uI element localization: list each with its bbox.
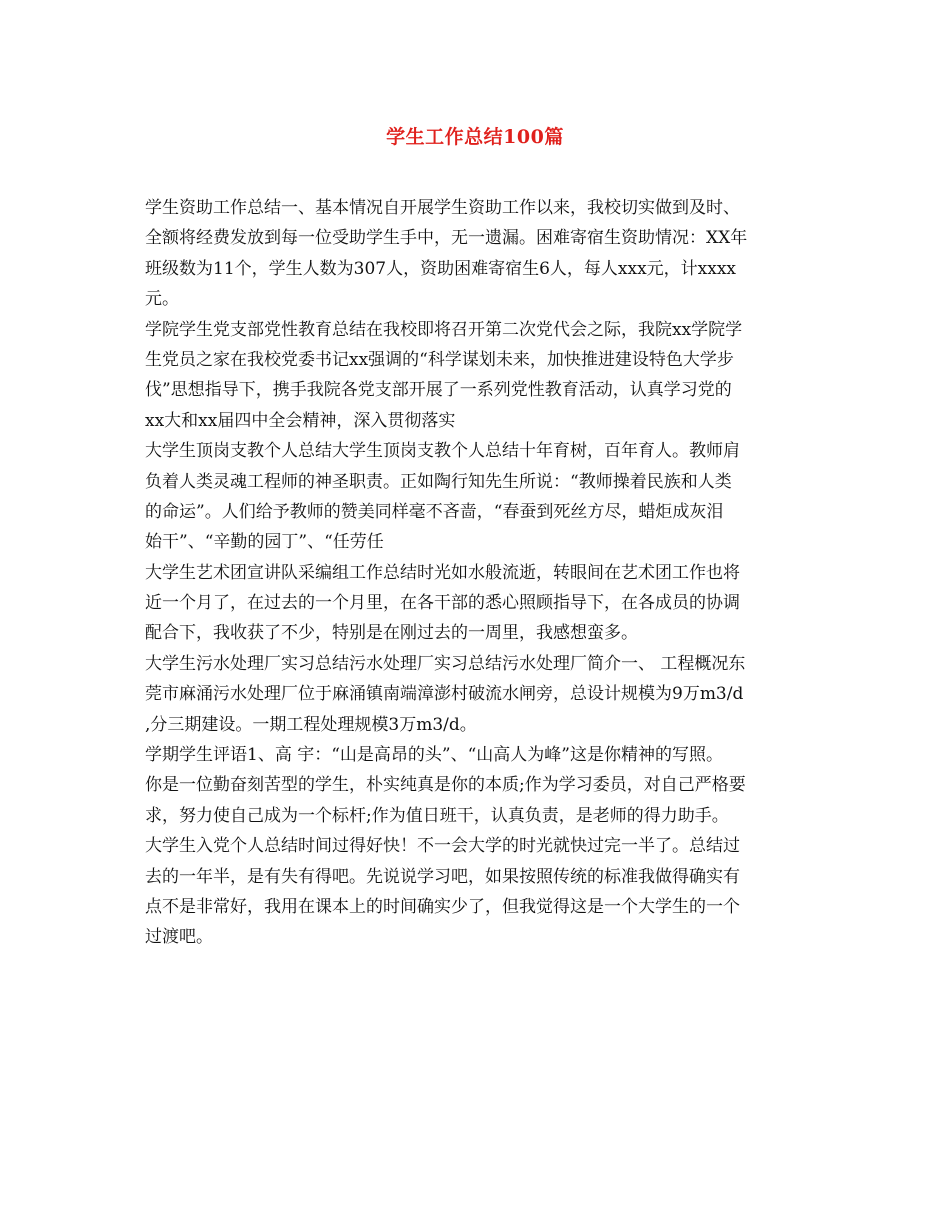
- body-line: 点不是非常好，我用在课本上的时间确实少了，但我觉得这是一个大学生的一个: [145, 896, 740, 917]
- body-line: 大学生污水处理厂实习总结污水处理厂实习总结污水处理厂简介一、 工程概况东: [145, 653, 746, 674]
- body-line: xx大和xx届四中全会精神，深入贯彻落实: [145, 410, 456, 431]
- body-line: 学期学生评语1、高 宇：“山是高昂的头”、“山高人为峰”这是你精神的写照。: [145, 745, 723, 766]
- body-line: 大学生艺术团宣讲队采编组工作总结时光如水般流逝，转眼间在艺术团工作也将: [145, 562, 740, 583]
- body-line: 大学生入党个人总结时间过得好快！不一会大学的时光就快过完一半了。总结过: [145, 836, 740, 857]
- body-line: 始干”、“辛勤的园丁”、“任劳任: [145, 532, 384, 553]
- body-line: 伐”思想指导下，携手我院各党支部开展了一系列党性教育活动，认真学习党的: [145, 380, 732, 401]
- body-line: 元。: [145, 289, 179, 310]
- body-line: 莞市麻涌污水处理厂位于麻涌镇南端漳澎村破流水闸旁，总设计规模为9万m3/d: [145, 684, 744, 705]
- body-line: 负着人类灵魂工程师的神圣职责。正如陶行知先生所说：“教师操着民族和人类: [145, 471, 732, 492]
- body-line: 大学生顶岗支教个人总结大学生顶岗支教个人总结十年育树，百年育人。教师肩: [145, 441, 740, 462]
- body-line: 求，努力使自己成为一个标杆;作为值日班干，认真负责，是老师的得力助手。: [145, 805, 729, 826]
- body-line: 去的一年半，是有失有得吧。先说说学习吧，如果按照传统的标准我做得确实有: [145, 866, 740, 887]
- document-body: [145, 193, 810, 953]
- document-title: 学生工作总结100篇: [386, 126, 564, 148]
- body-line: 学院学生党支部党性教育总结在我校即将召开第二次党代会之际，我院xx学院学: [145, 319, 743, 340]
- body-line: 近一个月了，在过去的一个月里，在各干部的悉心照顾指导下，在各成员的协调: [145, 593, 740, 614]
- body-line: 全额将经费发放到每一位受助学生手中，无一遗漏。困难寄宿生资助情况：XX年: [145, 228, 748, 249]
- body-line: 你是一位勤奋刻苦型的学生，朴实纯真是你的本质;作为学习委员，对自己严格要: [145, 775, 746, 796]
- body-line: 配合下，我收获了不少，特别是在刚过去的一周里，我感想蛮多。: [145, 623, 638, 644]
- body-line: ,分三期建设。一期工程处理规模3万m3/d。: [145, 714, 477, 735]
- body-line: 班级数为11个，学生人数为307人，资助困难寄宿生6人，每人xxx元，计xxxx: [145, 258, 737, 279]
- body-line: 学生资助工作总结一、基本情况自开展学生资助工作以来，我校切实做到及时、: [145, 198, 740, 218]
- body-line: 的命运”。人们给予教师的赞美同样毫不吝啬，“春蚕到死丝方尽，蜡炬成灰泪: [145, 501, 724, 522]
- body-line: 生党员之家在我校党委书记xx强调的“科学谋划未来，加快推进建设特色大学步: [145, 349, 734, 370]
- body-line: 过渡吧。: [145, 927, 213, 948]
